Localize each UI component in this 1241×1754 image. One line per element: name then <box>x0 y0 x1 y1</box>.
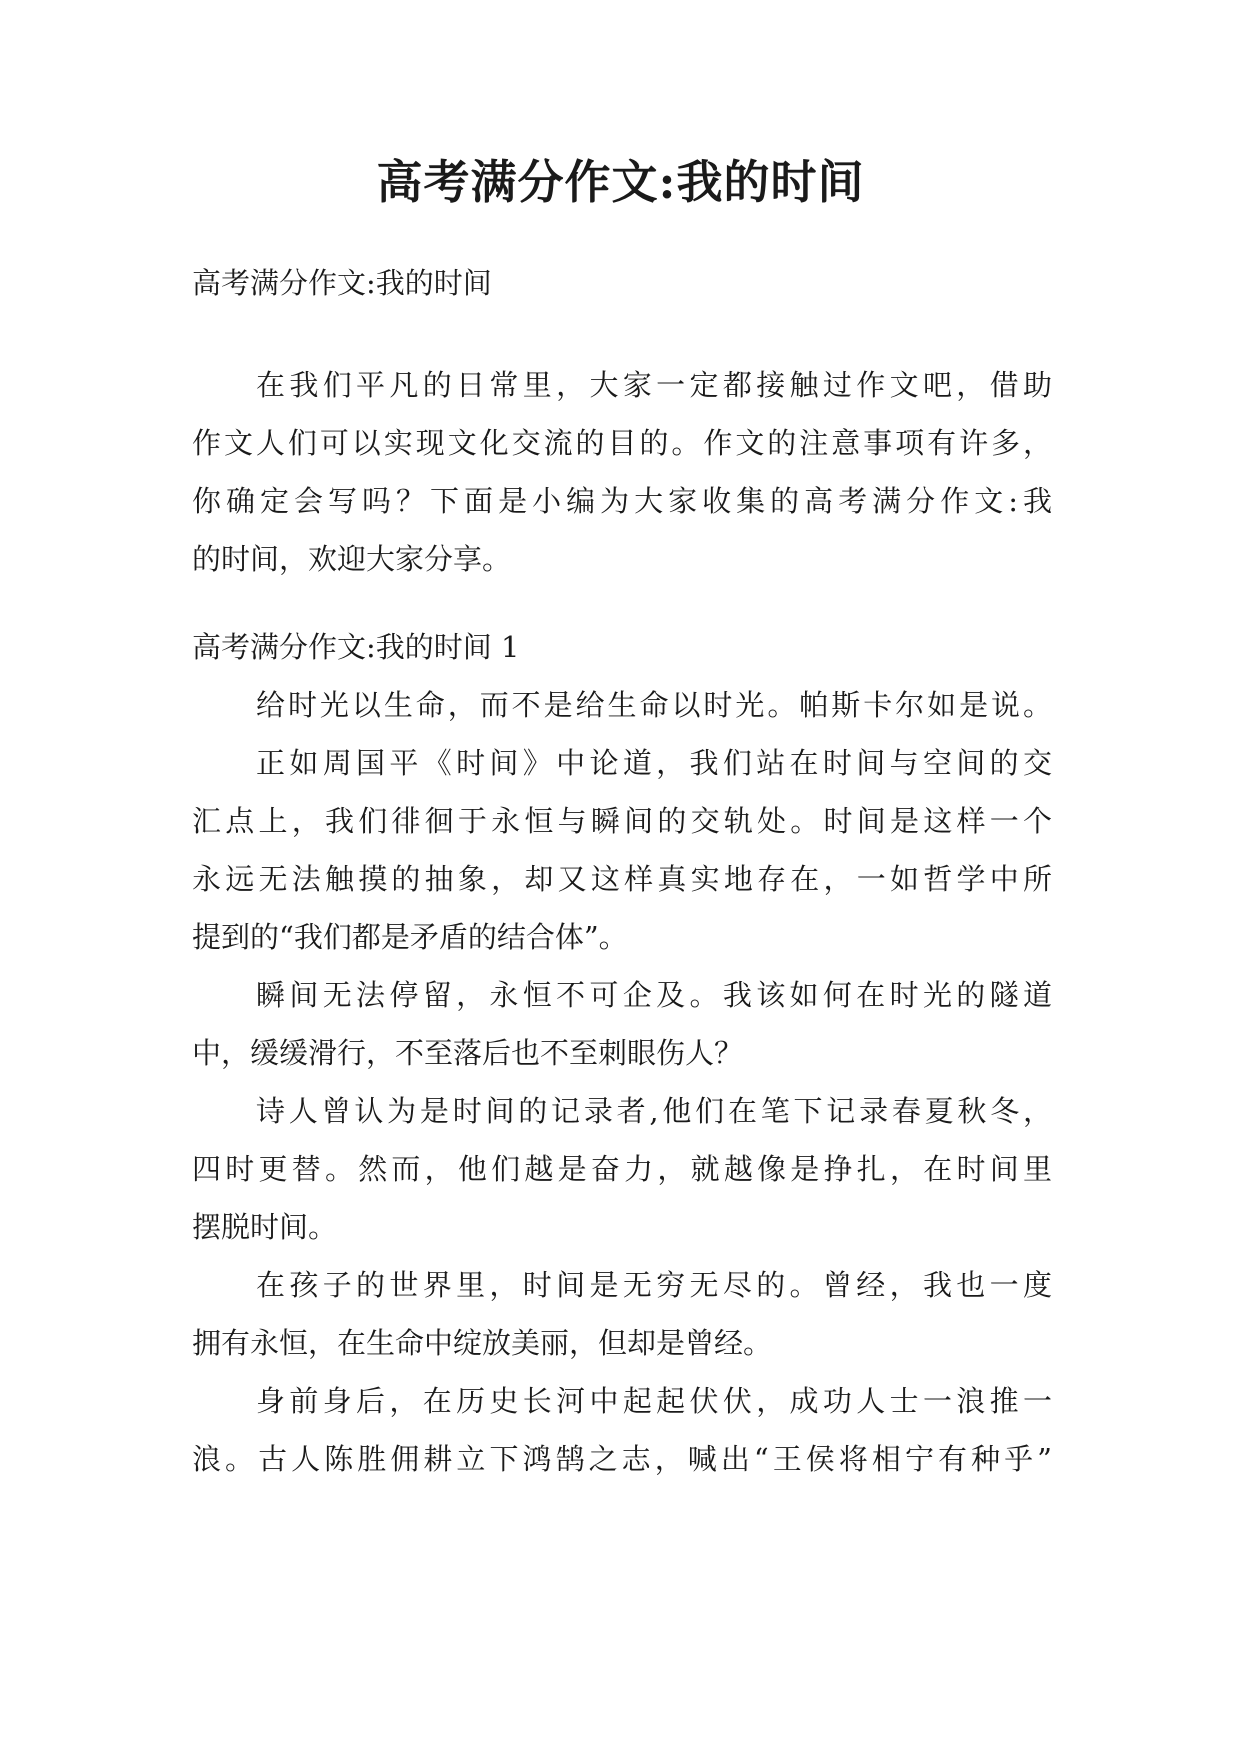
intro-line: 在我们平凡的日常里，大家一定都接触过作文吧，借助 <box>256 368 1052 402</box>
paragraph-line: 在孩子的世界里，时间是无穷无尽的。曾经，我也一度 <box>256 1268 1052 1302</box>
intro-paragraph <box>192 356 1052 588</box>
paragraph-line: 汇点上，我们徘徊于永恒与瞬间的交轨处。时间是这样一个 <box>192 804 1052 838</box>
paragraph-line: 永远无法触摸的抽象，却又这样真实地存在，一如哲学中所 <box>192 862 1052 896</box>
intro-line: 你确定会写吗？下面是小编为大家收集的高考满分作文:我 <box>192 484 1052 518</box>
intro-line: 的时间，欢迎大家分享。 <box>192 542 512 576</box>
intro-line: 作文人们可以实现文化交流的目的。作文的注意事项有许多， <box>192 426 1052 460</box>
paragraph-line: 拥有永恒，在生命中绽放美丽，但却是曾经。 <box>192 1326 773 1360</box>
paragraph-line: 诗人曾认为是时间的记录者,他们在笔下记录春夏秋冬， <box>256 1094 1052 1128</box>
paragraph-line: 提到的“我们都是矛盾的结合体”。 <box>192 920 628 954</box>
document-subtitle: 高考满分作文:我的时间 <box>192 266 492 300</box>
paragraph-line: 瞬间无法停留，永恒不可企及。我该如何在时光的隧道 <box>256 978 1052 1012</box>
paragraph-line: 摆脱时间。 <box>192 1210 338 1244</box>
paragraph-line: 浪。古人陈胜佣耕立下鸿鹄之志，喊出“王侯将相宁有种乎” <box>192 1442 1052 1476</box>
paragraph-line: 身前身后，在历史长河中起起伏伏，成功人士一浪推一 <box>256 1384 1052 1418</box>
essay-body <box>192 618 1052 1488</box>
page-title: 高考满分作文:我的时间 <box>376 155 865 209</box>
paragraph-line: 给时光以生命，而不是给生命以时光。帕斯卡尔如是说。 <box>256 688 1052 722</box>
paragraph-line: 正如周国平《时间》中论道，我们站在时间与空间的交 <box>256 746 1052 780</box>
section-heading: 高考满分作文:我的时间 1 <box>192 630 520 664</box>
document-subtitle-block <box>192 254 1052 312</box>
paragraph-line: 中，缓缓滑行，不至落后也不至刺眼伤人？ <box>192 1036 744 1070</box>
paragraph-line: 四时更替。然而，他们越是奋力，就越像是挣扎，在时间里 <box>192 1152 1052 1186</box>
